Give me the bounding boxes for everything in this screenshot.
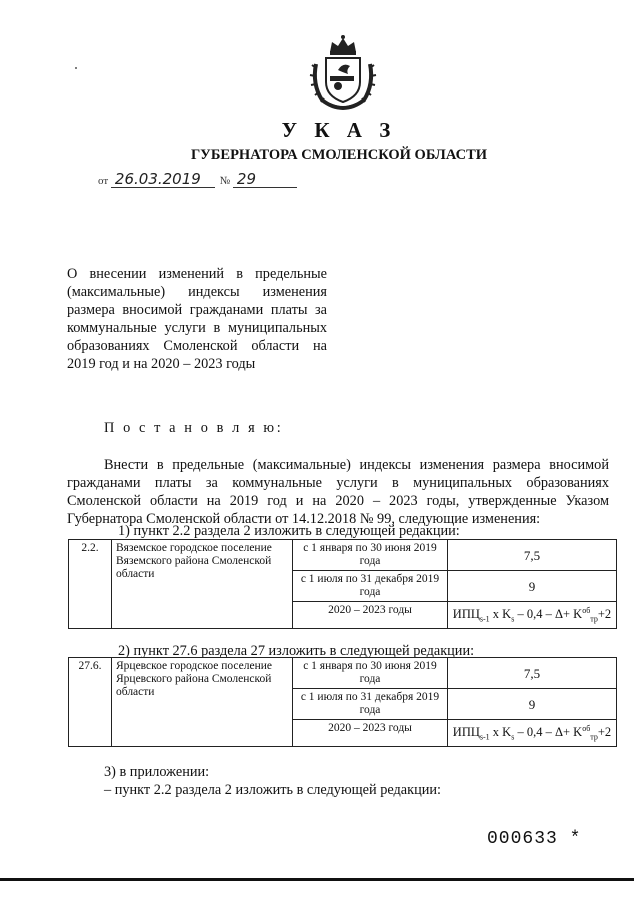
- period-first-half: с 1 января по 30 июня 2019 года: [293, 540, 448, 571]
- item-1-heading: 1) пункт 2.2 раздела 2 изложить в следующей редакции:: [118, 523, 460, 539]
- index-value-first-half: 7,5: [448, 540, 617, 571]
- decree-word: П о с т а н о в л я ю:: [104, 420, 284, 436]
- smolensk-coat-of-arms-icon: [308, 34, 378, 110]
- formula-kobtr-sub: тр: [590, 732, 598, 742]
- page-bottom-rule: [0, 878, 634, 881]
- formula-kobtr: – 0,4 – Δ+ K: [517, 607, 583, 622]
- number-value: 29: [233, 172, 297, 188]
- formula-k: x K: [492, 607, 512, 622]
- formula-plus2: +2: [597, 607, 612, 622]
- index-value-second-half: 9: [448, 689, 617, 720]
- formula-k: x K: [492, 725, 512, 740]
- date-number-line: [98, 172, 297, 188]
- period-second-half: с 1 июля по 31 декабря 2019 года: [293, 689, 448, 720]
- formula-kobtr: – 0,4 – Δ+ K: [517, 725, 583, 740]
- number-label: №: [219, 175, 231, 187]
- formula-k-sub: s: [511, 614, 515, 624]
- document-title: У К А З: [281, 118, 397, 142]
- serial-number: 000633 *: [487, 829, 582, 849]
- period-2020-2023: 2020 – 2023 годы: [293, 602, 448, 629]
- amendment-table-2: [68, 657, 617, 747]
- index-formula: [448, 720, 617, 747]
- formula-kobtr-sup: об: [582, 724, 591, 733]
- index-value-first-half: 7,5: [448, 658, 617, 689]
- period-second-half: с 1 июля по 31 декабря 2019 года: [293, 571, 448, 602]
- document-issuer: ГУБЕРНАТОРА СМОЛЕНСКОЙ ОБЛАСТИ: [190, 147, 488, 163]
- municipality-name: Ярцевское городское поселение Ярцевского района Смоленской области: [112, 658, 293, 747]
- formula-ipc: ИПЦ: [452, 725, 480, 740]
- row-number: 2.2.: [69, 540, 112, 629]
- item-3-heading: 3) в приложении:: [104, 764, 210, 780]
- amendment-table-1: [68, 539, 617, 629]
- period-2020-2023: 2020 – 2023 годы: [293, 720, 448, 747]
- date-label: от: [98, 175, 109, 187]
- formula-plus2: +2: [597, 725, 612, 740]
- formula-ipc-sub: s-1: [479, 732, 490, 742]
- formula-ipc-sub: s-1: [479, 614, 490, 624]
- item-3-subitem: – пункт 2.2 раздела 2 изложить в следующей редакции:: [104, 782, 442, 798]
- scan-speck: [75, 67, 77, 69]
- municipality-name: Вяземское городское поселение Вяземского района Смоленской области: [112, 540, 293, 629]
- formula-kobtr-sup: об: [582, 606, 591, 615]
- formula-ipc: ИПЦ: [452, 607, 480, 622]
- index-value-second-half: 9: [448, 571, 617, 602]
- formula-kobtr-sub: тр: [590, 614, 598, 624]
- body-paragraph: Внести в предельные (максимальные) индексы изменения размера вносимой гражданами платы за коммунальные услуги в муниципальных образованиях Смоленской области на 2019 год и на 2020 – 2023 годы, утвержденные Указом Губернатора Смоленской области от 14.12.2018 № 99, следующие изменения:: [67, 457, 609, 527]
- formula-k-sub: s: [511, 732, 515, 742]
- date-value: 26.03.2019: [111, 172, 215, 188]
- index-formula: [448, 602, 617, 629]
- row-number: 27.6.: [69, 658, 112, 747]
- document-subject: О внесении изменений в предельные (максимальные) индексы изменения размера вносимой гражданами платы за коммунальные услуги в муниципальных образованиях Смоленской области на 2019 год и на 2020 – 2023 годы: [67, 266, 327, 372]
- period-first-half: с 1 января по 30 июня 2019 года: [293, 658, 448, 689]
- item-2-heading: 2) пункт 27.6 раздела 27 изложить в следующей редакции:: [118, 643, 475, 659]
